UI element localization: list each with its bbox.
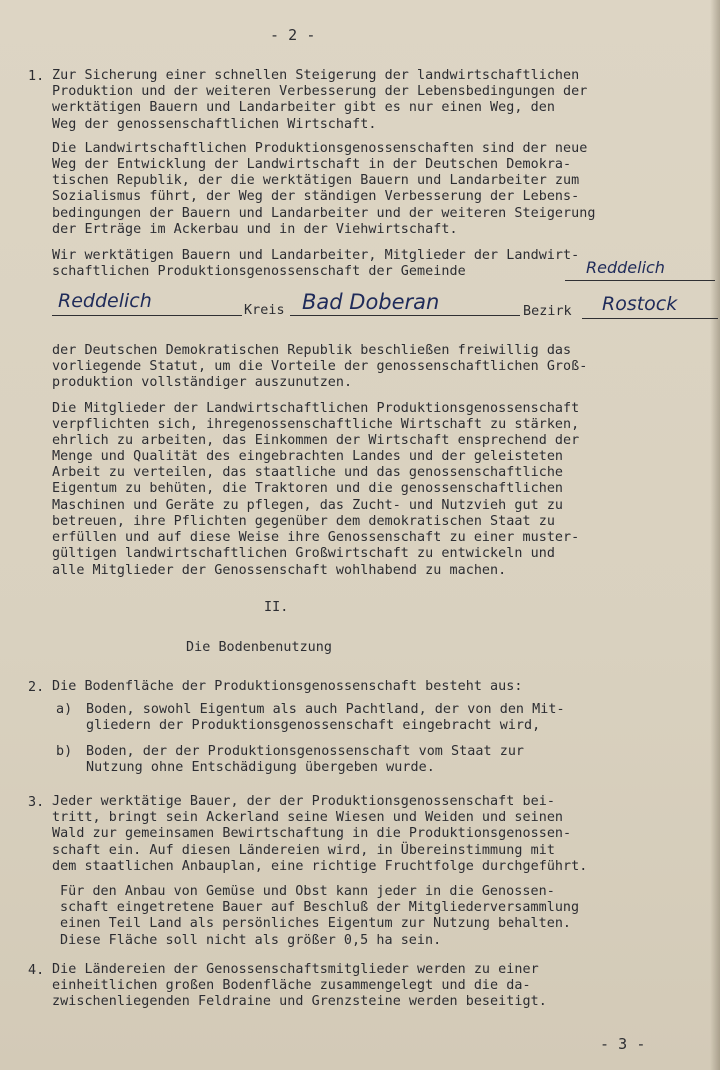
duty-line: gültigen landwirtschaftlichen Großwirtschaft zu entwickeln und — [52, 546, 555, 561]
duty-line: Die Mitglieder der Landwirtschaftlichen Produktionsgenossenschaft — [52, 401, 580, 416]
paragraph-2-intro: Die Bodenfläche der Produktionsgenossenschaft besteht aus: — [52, 679, 523, 694]
duty-line: Arbeit zu verteilen, das staatliche und das genossenschaftliche — [52, 465, 564, 480]
paragraph-1-line: werktätigen Bauern und Landarbeiter gibt es nur einen Weg, den — [52, 100, 555, 115]
bezirk-handwritten: Rostock — [602, 293, 678, 315]
page-number-bottom: - 3 - — [600, 1035, 646, 1053]
paragraph-1-line: Zur Sicherung einer schnellen Steigerung der landwirtschaftlichen — [52, 68, 580, 83]
paragraph-2-number: 2. — [28, 680, 45, 695]
paragraph-3-line: tritt, bringt sein Ackerland seine Wiesen und Weiden und seinen — [52, 810, 564, 825]
paragraph-1-number: 1. — [28, 69, 45, 84]
gemeinde-handwritten: Reddelich — [586, 258, 665, 277]
paragraph-1-line: tischen Republik, der die werktätigen Bauern und Landarbeiter zum — [52, 173, 580, 188]
paragraph-3-line: Wald zur gemeinsamen Bewirtschaftung in die Produktionsgenossen- — [52, 826, 572, 841]
page-edge-shadow — [710, 0, 720, 1070]
kreis-handwritten: Bad Doberan — [302, 290, 440, 314]
item-b-line: Boden, der der Produktionsgenossenschaft vom Staat zur — [86, 744, 525, 759]
statute-line: vorliegende Statut, um die Vorteile der genossenschaftlichen Groß- — [52, 359, 588, 374]
page-number-top: - 2 - — [270, 26, 316, 44]
section-roman-numeral: II. — [264, 600, 289, 615]
paragraph-3-line: schaft ein. Auf diesen Ländereien wird, in Übereinstimmung mit — [52, 843, 555, 858]
duty-line: erfüllen und auf diese Weise ihre Genossenschaft zu einer muster- — [52, 530, 580, 545]
duty-line: alle Mitglieder der Genossenschaft wohlhabend zu machen. — [52, 563, 507, 578]
duty-line: Menge und Qualität des eingebrachten Landes und der geleisteten — [52, 449, 564, 464]
paragraph-3b-line: einen Teil Land als persönliches Eigentum zur Nutzung behalten. — [60, 916, 572, 931]
kreis-fill-line — [290, 315, 520, 316]
paragraph-1-line: Produktion und der weiteren Verbesserung der Lebensbedingungen der — [52, 84, 588, 99]
item-a-line: gliedern der Produktionsgenossenschaft eingebracht wird, — [86, 718, 541, 733]
item-a-line: Boden, sowohl Eigentum als auch Pachtland, der von den Mit- — [86, 702, 565, 717]
members-line: schaftlichen Produktionsgenossenschaft der Gemeinde — [52, 264, 466, 279]
paragraph-1-line: Weg der genossenschaftlichen Wirtschaft. — [52, 117, 377, 132]
gemeinde-fill-line — [565, 280, 715, 281]
ort-handwritten: Reddelich — [58, 290, 152, 312]
bezirk-fill-line — [582, 318, 718, 319]
paragraph-3-line: dem staatlichen Anbauplan, eine richtige Fruchtfolge durchgeführt. — [52, 859, 588, 874]
paragraph-4-line: zwischenliegenden Feldraine und Grenzsteine werden beseitigt. — [52, 994, 547, 1009]
paragraph-4-line: einheitlichen großen Bodenfläche zusammengelegt und die da- — [52, 978, 531, 993]
section-title: Die Bodenbenutzung — [186, 640, 333, 655]
paragraph-3-number: 3. — [28, 795, 45, 810]
duty-line: Eigentum zu behüten, die Traktoren und die genossenschaftlichen — [52, 481, 564, 496]
item-b-line: Nutzung ohne Entschädigung übergeben wurde. — [86, 760, 435, 775]
item-b-label: b) — [56, 744, 73, 759]
paragraph-3b-line: Für den Anbau von Gemüse und Obst kann jeder in die Genossen- — [60, 884, 555, 899]
paragraph-1-line: Weg der Entwicklung der Landwirtschaft in der Deutschen Demokra- — [52, 157, 572, 172]
statute-line: produktion vollständiger auszunutzen. — [52, 375, 353, 390]
bezirk-label: Bezirk — [523, 304, 572, 319]
ort-fill-line — [52, 315, 242, 316]
paragraph-3b-line: Diese Fläche soll nicht als größer 0,5 ha sein. — [60, 933, 442, 948]
paragraph-3-line: Jeder werktätige Bauer, der der Produktionsgenossenschaft bei- — [52, 794, 555, 809]
paragraph-3b-line: schaft eingetretene Bauer auf Beschluß der Mitgliederversammlung — [60, 900, 580, 915]
paragraph-4-line: Die Ländereien der Genossenschaftsmitglieder werden zu einer — [52, 962, 539, 977]
members-line: Wir werktätigen Bauern und Landarbeiter, Mitglieder der Landwirt- — [52, 248, 580, 263]
paragraph-1-line: bedingungen der Bauern und Landarbeiter und der weiteren Steigerung — [52, 206, 596, 221]
duty-line: Maschinen und Geräte zu pflegen, das Zucht- und Nutzvieh gut zu — [52, 498, 564, 513]
duty-line: verpflichten sich, ihregenossenschaftliche Wirtschaft zu stärken, — [52, 417, 580, 432]
statute-line: der Deutschen Demokratischen Republik beschließen freiwillig das — [52, 343, 572, 358]
paragraph-1-line: der Erträge im Ackerbau und in der Viehwirtschaft. — [52, 222, 458, 237]
paragraph-1-line: Sozialismus führt, der Weg der ständigen Verbesserung der Lebens- — [52, 189, 580, 204]
item-a-label: a) — [56, 702, 73, 717]
paragraph-4-number: 4. — [28, 963, 45, 978]
paragraph-1-line: Die Landwirtschaftlichen Produktionsgenossenschaften sind der neue — [52, 141, 588, 156]
kreis-label: Kreis — [244, 303, 285, 318]
duty-line: betreuen, ihre Pflichten gegenüber dem demokratischen Staat zu — [52, 514, 555, 529]
duty-line: ehrlich zu arbeiten, das Einkommen der Wirtschaft ensprechend der — [52, 433, 580, 448]
